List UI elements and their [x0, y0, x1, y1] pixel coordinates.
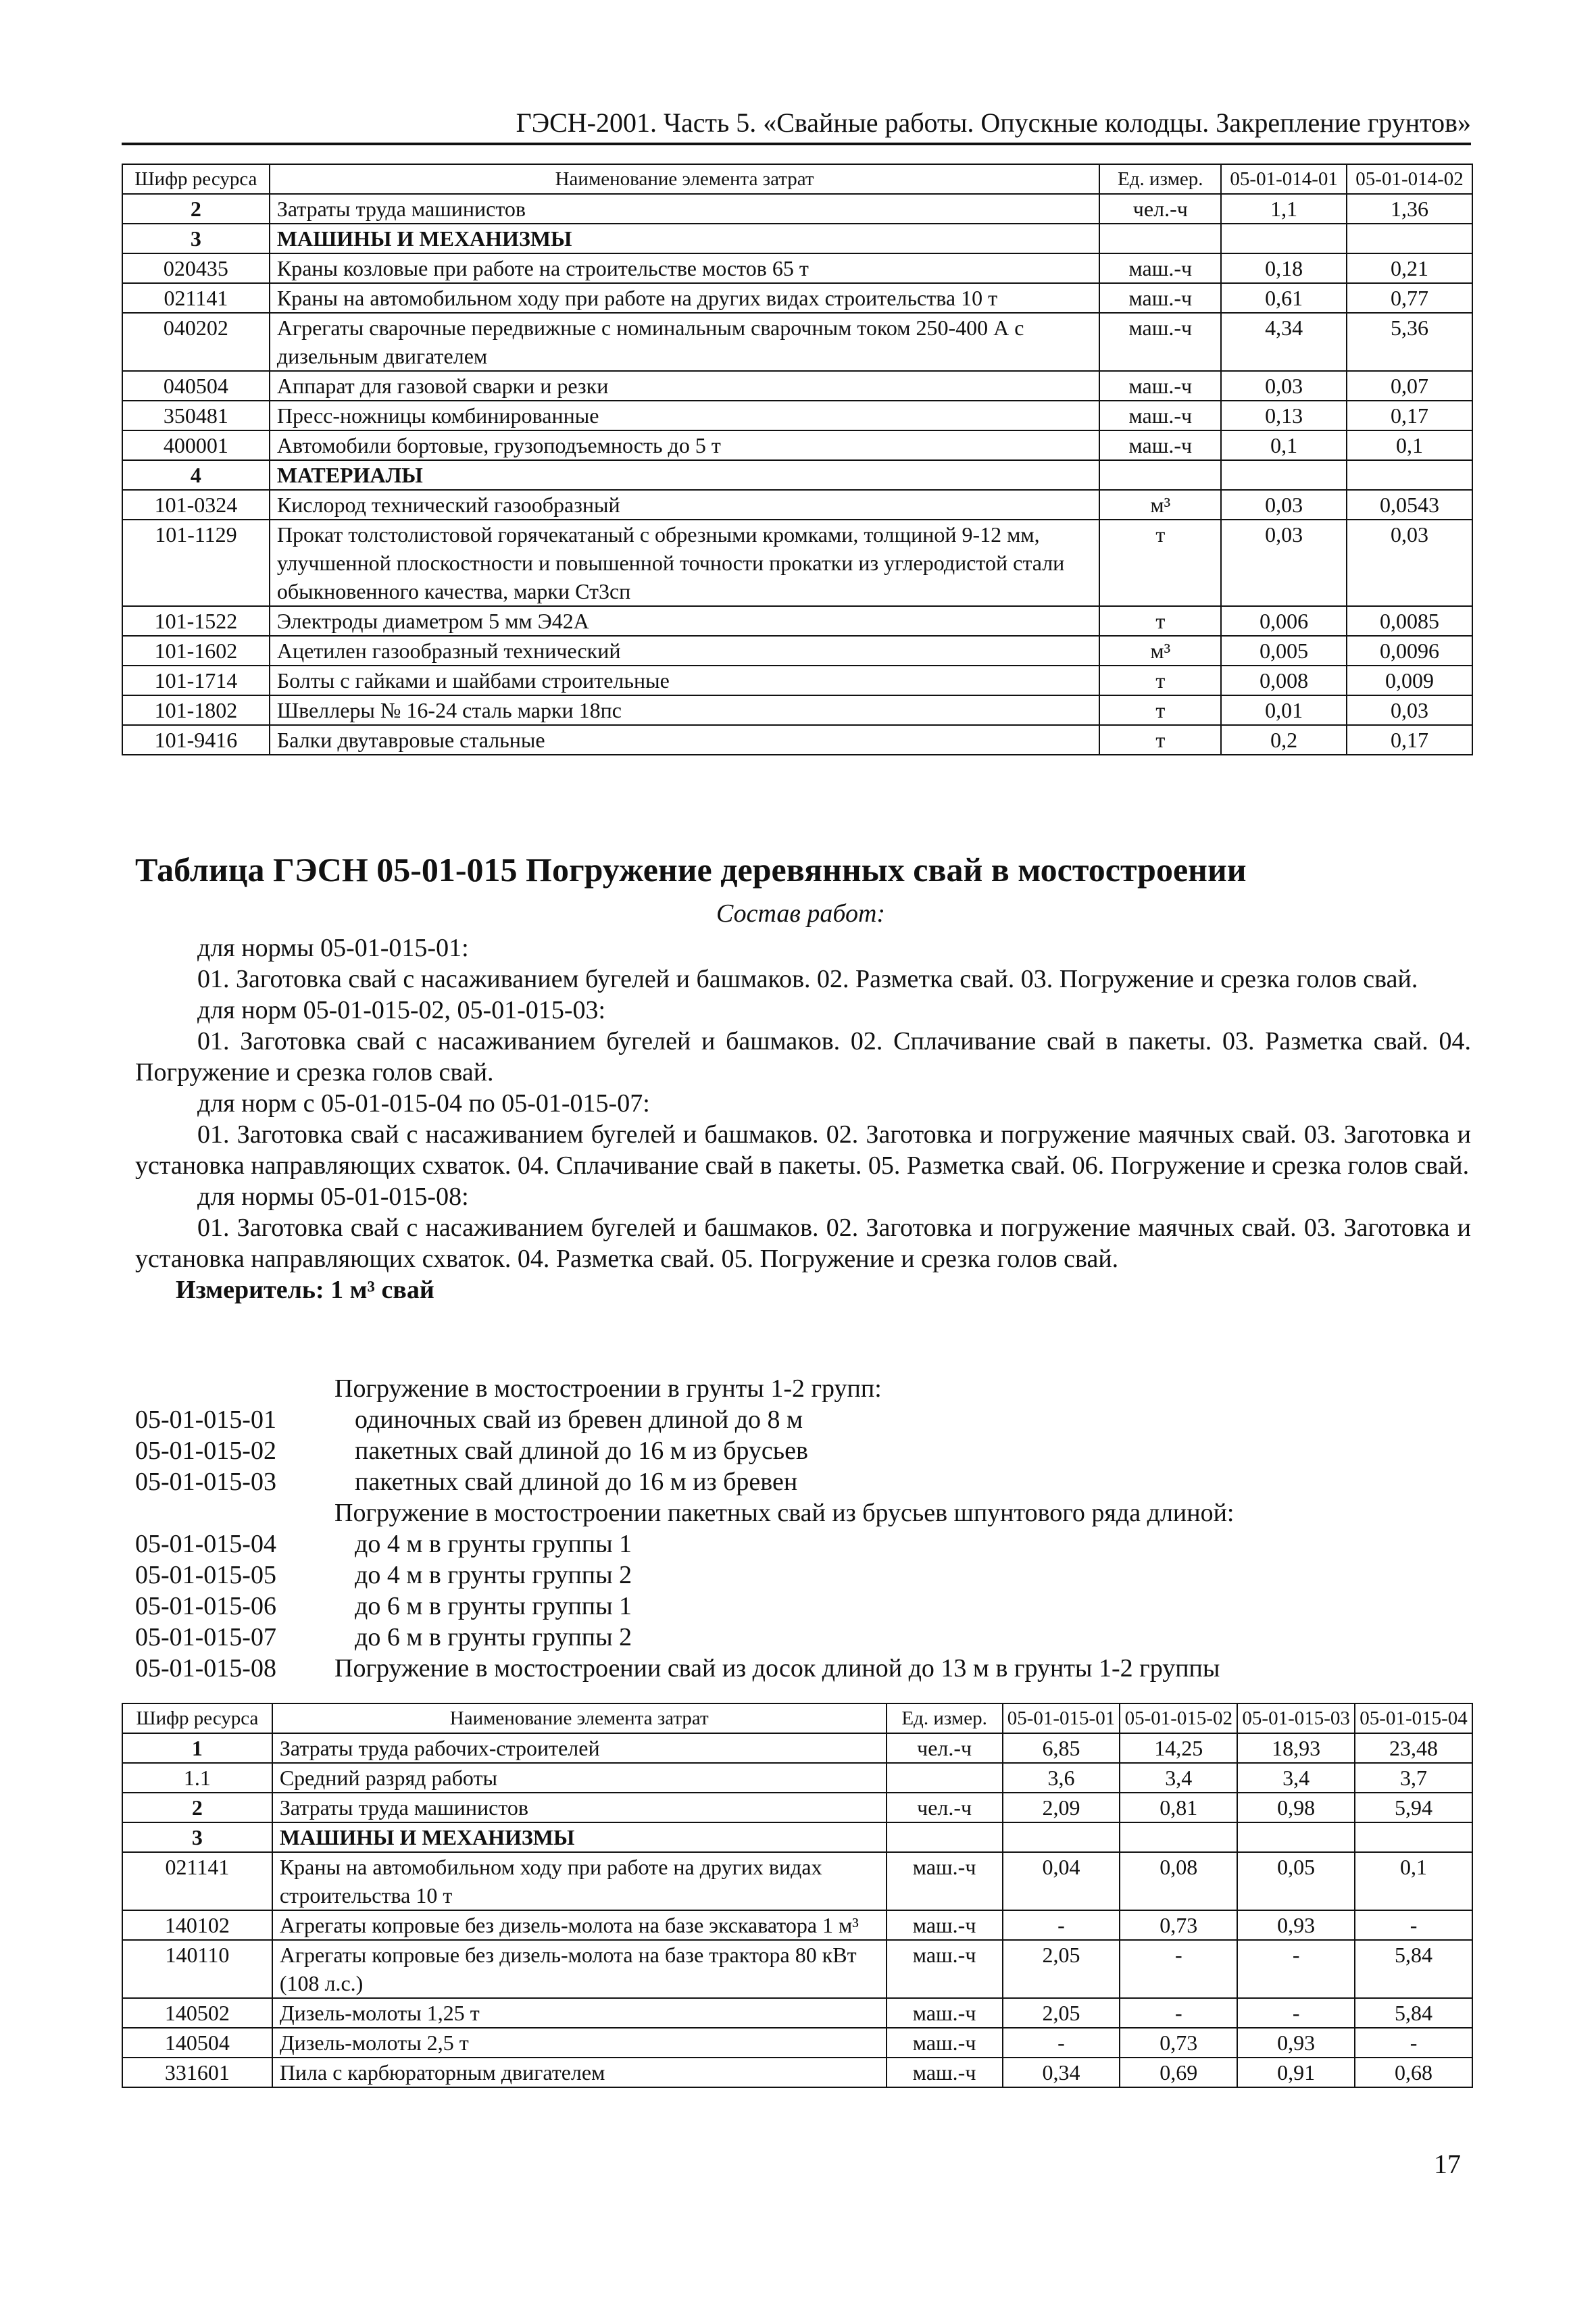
norm-label: для нормы 05-01-015-08: [197, 1183, 469, 1211]
resource-code-cell: 101-9416 [122, 725, 270, 755]
column-header: 05-01-014-02 [1347, 164, 1472, 194]
value-cell: 23,48 [1355, 1733, 1472, 1763]
value-cell: 6,85 [1003, 1733, 1120, 1763]
cost-item-cell: Кислород технический газообразный [270, 490, 1100, 520]
code-row [135, 1653, 1234, 1684]
table-row [122, 1763, 1472, 1793]
unit-cell: т [1099, 695, 1221, 725]
code-row [135, 1560, 1234, 1591]
cost-item-cell: Средний разряд работы [272, 1763, 887, 1793]
table-row [122, 2058, 1472, 2087]
unit-cell: чел.-ч [1099, 194, 1221, 224]
value-cell: - [1237, 1940, 1355, 1998]
column-header: 05-01-014-01 [1221, 164, 1347, 194]
cost-item-cell: МАШИНЫ И МЕХАНИЗМЫ [272, 1822, 887, 1852]
unit-cell: маш.-ч [887, 2058, 1003, 2087]
value-cell: 5,36 [1347, 313, 1472, 371]
unit-cell: маш.-ч [887, 1852, 1003, 1910]
value-cell: 0,77 [1347, 283, 1472, 313]
value-cell [1237, 1822, 1355, 1852]
table-row [122, 725, 1472, 755]
cost-item-cell: Автомобили бортовые, грузоподъемность до 5 т [270, 430, 1100, 460]
value-cell: - [1355, 2028, 1472, 2058]
cost-item-cell: Дизель-молоты 2,5 т [272, 2028, 887, 2058]
value-cell: 4,34 [1221, 313, 1347, 371]
resource-code-cell: 140110 [122, 1940, 272, 1998]
norm-label: для норм с 05-01-015-04 по 05-01-015-07: [197, 1089, 650, 1118]
value-cell [1355, 1822, 1472, 1852]
value-cell: 0,08 [1120, 1852, 1237, 1910]
column-header: Наименование элемента затрат [272, 1703, 887, 1733]
unit-cell [887, 1763, 1003, 1793]
norm-text: 01. Заготовка свай с насаживанием бугелей и башмаков. 02. Сплачивание свай в пакеты. 03. Разметка свай. 04. Погружение и срезка голов свай. [135, 1027, 1471, 1087]
column-header: Ед. измер. [887, 1703, 1003, 1733]
unit-cell: маш.-ч [1099, 401, 1221, 430]
resource-code-cell: 400001 [122, 430, 270, 460]
value-cell: - [1237, 1998, 1355, 2028]
unit-cell: т [1099, 606, 1221, 636]
value-cell: 2,05 [1003, 1998, 1120, 2028]
cost-item-cell: Аппарат для газовой сварки и резки [270, 371, 1100, 401]
value-cell: 0,03 [1221, 520, 1347, 606]
resource-code-cell: 021141 [122, 1852, 272, 1910]
unit-cell: маш.-ч [887, 1910, 1003, 1940]
cost-item-cell: Краны на автомобильном ходу при работе на других видах строительства 10 т [270, 283, 1100, 313]
unit-cell: т [1099, 725, 1221, 755]
value-cell: 0,91 [1237, 2058, 1355, 2087]
code-row [135, 1466, 1234, 1497]
column-header: Ед. измер. [1099, 164, 1221, 194]
value-cell: 0,1 [1355, 1852, 1472, 1910]
value-cell: 0,03 [1221, 490, 1347, 520]
table-row [122, 194, 1472, 224]
value-cell: 3,4 [1120, 1763, 1237, 1793]
resource-code-cell: 101-1129 [122, 520, 270, 606]
unit-cell: маш.-ч [1099, 313, 1221, 371]
resource-code-cell: 1.1 [122, 1763, 272, 1793]
value-cell: 3,6 [1003, 1763, 1120, 1793]
unit-cell [1099, 224, 1221, 253]
cost-item-cell: Затраты труда машинистов [272, 1793, 887, 1822]
norm-text: 01. Заготовка свай с насаживанием бугелей и башмаков. 02. Заготовка и погружение маячных свай. 03. Заготовка и установка направляющих схваток. 04. Разметка свай. 05. Погружение и срезка голов свай. [135, 1214, 1471, 1273]
cost-item-cell: Затраты труда рабочих-строителей [272, 1733, 887, 1763]
cost-item-cell: Агрегаты копровые без дизель-молота на базе трактора 80 кВт (108 л.с.) [272, 1940, 887, 1998]
table-header-row [122, 164, 1472, 194]
table-row [122, 313, 1472, 371]
norm-codes [135, 1373, 1234, 1684]
value-cell: 2,09 [1003, 1793, 1120, 1822]
value-cell: 2,05 [1003, 1940, 1120, 1998]
value-cell: 1,36 [1347, 194, 1472, 224]
value-cell: 0,21 [1347, 253, 1472, 283]
norm-code: 05-01-015-05 [135, 1561, 276, 1589]
value-cell: 0,2 [1221, 725, 1347, 755]
code-row [135, 1622, 1234, 1653]
norm-code: 05-01-015-06 [135, 1592, 276, 1620]
value-cell: 3,7 [1355, 1763, 1472, 1793]
unit-cell: маш.-ч [887, 2028, 1003, 2058]
cost-item-cell: Дизель-молоты 1,25 т [272, 1998, 887, 2028]
value-cell: 0,1 [1221, 430, 1347, 460]
value-cell: 0,13 [1221, 401, 1347, 430]
resource-code-cell: 020435 [122, 253, 270, 283]
norm-description: до 6 м в грунты группы 2 [355, 1623, 632, 1651]
unit-cell: маш.-ч [887, 1998, 1003, 2028]
table-row [122, 1940, 1472, 1998]
unit-cell: м³ [1099, 636, 1221, 666]
norm-code: 05-01-015-08 [135, 1654, 276, 1683]
table-row [122, 1910, 1472, 1940]
unit-cell: чел.-ч [887, 1733, 1003, 1763]
resource-code-cell: 101-1802 [122, 695, 270, 725]
value-cell: 0,93 [1237, 2028, 1355, 2058]
cost-item-cell: Электроды диаметром 5 мм Э42А [270, 606, 1100, 636]
value-cell: 5,84 [1355, 1998, 1472, 2028]
table-row [122, 606, 1472, 636]
work-composition [135, 932, 1471, 1305]
table-row [122, 636, 1472, 666]
resource-code-cell: 021141 [122, 283, 270, 313]
value-cell: 0,98 [1237, 1793, 1355, 1822]
unit-cell: т [1099, 666, 1221, 695]
norm-description: пакетных свай длиной до 16 м из бревен [355, 1468, 798, 1496]
value-cell: 0,0543 [1347, 490, 1472, 520]
column-header: 05-01-015-04 [1355, 1703, 1472, 1733]
norm-code: 05-01-015-07 [135, 1623, 276, 1651]
measure-unit: Измеритель: 1 м³ свай [176, 1276, 434, 1304]
unit-cell: маш.-ч [1099, 371, 1221, 401]
code-row [135, 1435, 1234, 1466]
value-cell: 0,73 [1120, 1910, 1237, 1940]
value-cell: - [1355, 1910, 1472, 1940]
table-row [122, 283, 1472, 313]
value-cell: - [1003, 1910, 1120, 1940]
resource-code-cell: 140102 [122, 1910, 272, 1940]
value-cell: 0,01 [1221, 695, 1347, 725]
column-header: Шифр ресурса [122, 164, 270, 194]
table-header-row [122, 1703, 1472, 1733]
unit-cell: маш.-ч [1099, 430, 1221, 460]
value-cell [1221, 224, 1347, 253]
norm-description: Погружение в мостостроении свай из досок длиной до 13 м в грунты 1-2 группы [334, 1654, 1220, 1683]
value-cell: 0,18 [1221, 253, 1347, 283]
table-row [122, 253, 1472, 283]
norm-code: 05-01-015-01 [135, 1405, 276, 1434]
cost-item-cell: Пресс-ножницы комбинированные [270, 401, 1100, 430]
table-row [122, 1998, 1472, 2028]
table-row [122, 401, 1472, 430]
cost-item-cell: Балки двутавровые стальные [270, 725, 1100, 755]
value-cell [1347, 224, 1472, 253]
resource-code-cell: 3 [122, 1822, 272, 1852]
resource-table-05-01-015 [122, 1703, 1473, 2088]
cost-item-cell: Ацетилен газообразный технический [270, 636, 1100, 666]
norm-code: 05-01-015-04 [135, 1530, 276, 1558]
value-cell: - [1120, 1940, 1237, 1998]
column-header: 05-01-015-01 [1003, 1703, 1120, 1733]
group-heading: Погружение в мостостроении пакетных свай из брусьев шпунтового ряда длиной: [334, 1499, 1235, 1527]
value-cell: - [1003, 2028, 1120, 2058]
unit-cell: чел.-ч [887, 1793, 1003, 1822]
table-row [122, 666, 1472, 695]
unit-cell [1099, 460, 1221, 490]
value-cell: 0,34 [1003, 2058, 1120, 2087]
table-row [122, 1733, 1472, 1763]
resource-code-cell: 4 [122, 460, 270, 490]
norm-text: 01. Заготовка свай с насаживанием бугелей и башмаков. 02. Заготовка и погружение маячных свай. 03. Заготовка и установка направляющих схваток. 04. Сплачивание свай в пакеты. 05. Разметка свай. 06. Погружение и срезка голов свай. [135, 1120, 1471, 1180]
value-cell: 0,03 [1221, 371, 1347, 401]
value-cell: 0,73 [1120, 2028, 1237, 2058]
resource-code-cell: 140504 [122, 2028, 272, 2058]
resource-code-cell: 331601 [122, 2058, 272, 2087]
value-cell: 0,61 [1221, 283, 1347, 313]
value-cell: 0,81 [1120, 1793, 1237, 1822]
cost-item-cell: Агрегаты сварочные передвижные с номинальным сварочным током 250-400 А с дизельным двигателем [270, 313, 1100, 371]
norm-code: 05-01-015-03 [135, 1468, 276, 1496]
resource-code-cell: 140502 [122, 1998, 272, 2028]
value-cell: 0,04 [1003, 1852, 1120, 1910]
cost-item-cell: Затраты труда машинистов [270, 194, 1100, 224]
section-title: Таблица ГЭСН 05-01-015 Погружение деревянных свай в мостостроении [135, 851, 1247, 889]
value-cell: 5,94 [1355, 1793, 1472, 1822]
column-header: Наименование элемента затрат [270, 164, 1100, 194]
resource-table-05-01-014 [122, 164, 1473, 755]
value-cell: 0,006 [1221, 606, 1347, 636]
value-cell: 1,1 [1221, 194, 1347, 224]
norm-description: до 4 м в грунты группы 2 [355, 1561, 632, 1589]
table-row [122, 490, 1472, 520]
cost-item-cell: Прокат толстолистовой горячекатаный с обрезными кромками, толщиной 9-12 мм, улучшенной плоскостности и повышенной точности прокатки из углеродистой стали обыкновенного качества, марки Ст3сп [270, 520, 1100, 606]
value-cell: 5,84 [1355, 1940, 1472, 1998]
value-cell: 0,005 [1221, 636, 1347, 666]
value-cell: 0,07 [1347, 371, 1472, 401]
section-subtitle: Состав работ: [716, 899, 886, 928]
value-cell: 0,009 [1347, 666, 1472, 695]
value-cell: 0,1 [1347, 430, 1472, 460]
cost-item-cell: МАШИНЫ И МЕХАНИЗМЫ [270, 224, 1100, 253]
cost-item-cell: МАТЕРИАЛЫ [270, 460, 1100, 490]
unit-cell: маш.-ч [1099, 253, 1221, 283]
value-cell: 0,68 [1355, 2058, 1472, 2087]
resource-code-cell: 101-1602 [122, 636, 270, 666]
resource-code-cell: 2 [122, 194, 270, 224]
unit-cell: т [1099, 520, 1221, 606]
value-cell: 14,25 [1120, 1733, 1237, 1763]
page-number: 17 [1434, 2149, 1461, 2179]
norm-label: для норм 05-01-015-02, 05-01-015-03: [197, 996, 606, 1024]
table-row [122, 224, 1472, 253]
resource-code-cell: 040504 [122, 371, 270, 401]
unit-cell: маш.-ч [1099, 283, 1221, 313]
value-cell: 0,05 [1237, 1852, 1355, 1910]
cost-item-cell: Пила с карбюраторным двигателем [272, 2058, 887, 2087]
resource-code-cell: 350481 [122, 401, 270, 430]
value-cell: 0,17 [1347, 725, 1472, 755]
code-row [135, 1591, 1234, 1622]
norm-description: до 6 м в грунты группы 1 [355, 1592, 632, 1620]
value-cell [1003, 1822, 1120, 1852]
norm-code: 05-01-015-02 [135, 1437, 276, 1465]
norm-description: до 4 м в грунты группы 1 [355, 1530, 632, 1558]
resource-code-cell: 101-1522 [122, 606, 270, 636]
value-cell [1221, 460, 1347, 490]
resource-code-cell: 3 [122, 224, 270, 253]
value-cell: 0,008 [1221, 666, 1347, 695]
value-cell: 0,0085 [1347, 606, 1472, 636]
value-cell: 0,69 [1120, 2058, 1237, 2087]
value-cell: 0,03 [1347, 520, 1472, 606]
code-row [135, 1528, 1234, 1560]
value-cell: 0,03 [1347, 695, 1472, 725]
cost-item-cell: Швеллеры № 16-24 сталь марки 18пс [270, 695, 1100, 725]
unit-cell: маш.-ч [887, 1940, 1003, 1998]
table-row [122, 1852, 1472, 1910]
unit-cell: м³ [1099, 490, 1221, 520]
table-row [122, 520, 1472, 606]
resource-code-cell: 040202 [122, 313, 270, 371]
table-row [122, 695, 1472, 725]
table-row [122, 430, 1472, 460]
value-cell: 3,4 [1237, 1763, 1355, 1793]
resource-code-cell: 2 [122, 1793, 272, 1822]
column-header: 05-01-015-02 [1120, 1703, 1237, 1733]
code-row [135, 1404, 1234, 1435]
resource-code-cell: 1 [122, 1733, 272, 1763]
value-cell [1120, 1822, 1237, 1852]
table-row [122, 371, 1472, 401]
cost-item-cell: Агрегаты копровые без дизель-молота на базе экскаватора 1 м³ [272, 1910, 887, 1940]
value-cell: - [1120, 1998, 1237, 2028]
value-cell: 0,93 [1237, 1910, 1355, 1940]
column-header: 05-01-015-03 [1237, 1703, 1355, 1733]
group-heading: Погружение в мостостроении в грунты 1-2 групп: [334, 1374, 882, 1403]
table-row [122, 1822, 1472, 1852]
table-row [122, 460, 1472, 490]
norm-description: одиночных свай из бревен длиной до 8 м [355, 1405, 803, 1434]
cost-item-cell: Краны козловые при работе на строительстве мостов 65 т [270, 253, 1100, 283]
column-header: Шифр ресурса [122, 1703, 272, 1733]
value-cell: 0,17 [1347, 401, 1472, 430]
resource-code-cell: 101-0324 [122, 490, 270, 520]
norm-text: 01. Заготовка свай с насаживанием бугелей и башмаков. 02. Разметка свай. 03. Погружение и срезка голов свай. [197, 965, 1418, 993]
table-row [122, 1793, 1472, 1822]
table-row [122, 2028, 1472, 2058]
value-cell [1347, 460, 1472, 490]
norm-description: пакетных свай длиной до 16 м из брусьев [355, 1437, 808, 1465]
value-cell: 0,0096 [1347, 636, 1472, 666]
running-header: ГЭСН-2001. Часть 5. «Свайные работы. Опускные колодцы. Закрепление грунтов» [122, 107, 1471, 145]
norm-label: для нормы 05-01-015-01: [197, 934, 469, 962]
value-cell: 18,93 [1237, 1733, 1355, 1763]
resource-code-cell: 101-1714 [122, 666, 270, 695]
unit-cell [887, 1822, 1003, 1852]
cost-item-cell: Болты с гайками и шайбами строительные [270, 666, 1100, 695]
cost-item-cell: Краны на автомобильном ходу при работе на других видах строительства 10 т [272, 1852, 887, 1910]
